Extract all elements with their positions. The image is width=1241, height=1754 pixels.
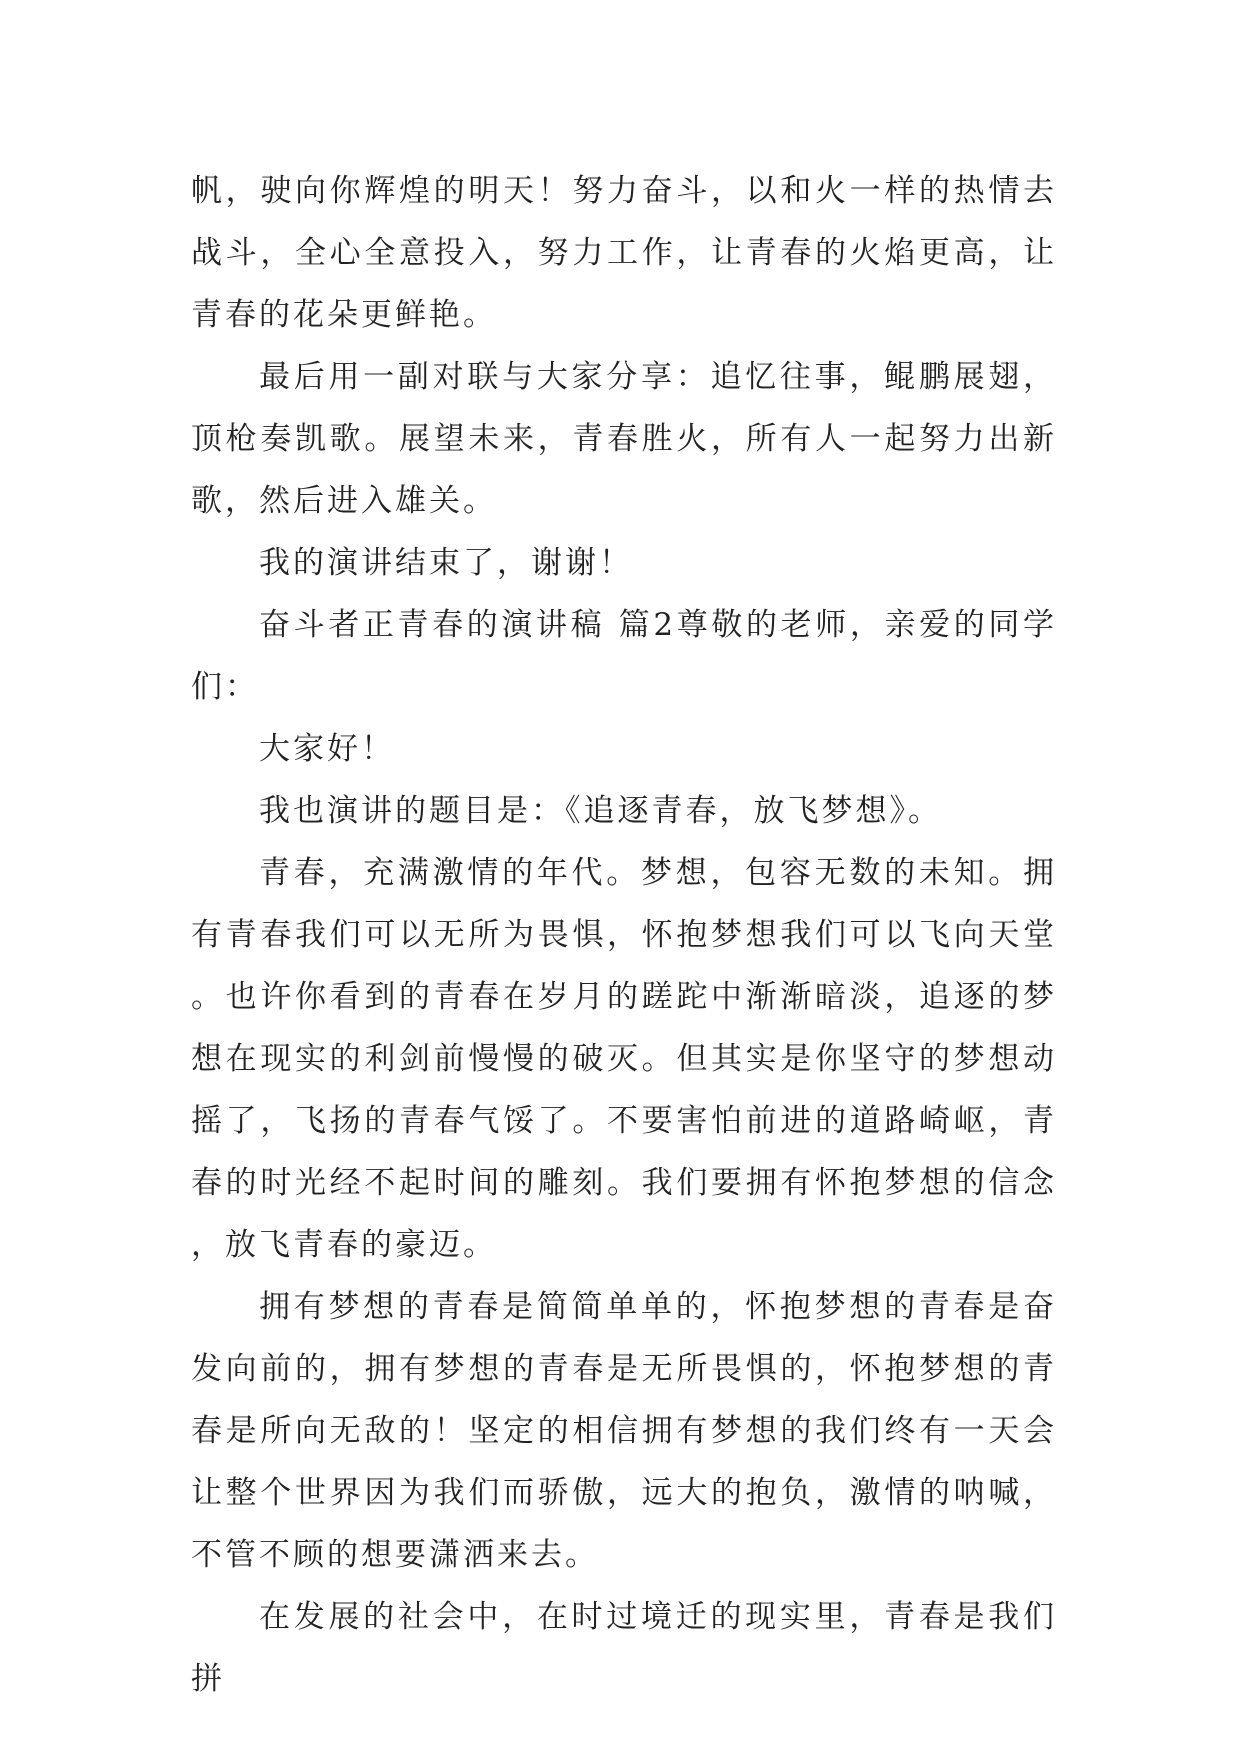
paragraph-closing: 我的演讲结束了，谢谢！: [259, 545, 633, 581]
paragraph-greeting: 大家好！: [259, 731, 395, 767]
paragraph-couplet: 最后用一副对联与大家分享：追忆往事，鲲鹏展翅，顶枪奏凯歌。展望未来，青春胜火，所有人一起努力出新歌，然后进入雄关。: [191, 359, 1057, 519]
paragraph-topic: 我也演讲的题目是：《追逐青春，放飞梦想》。: [259, 793, 942, 829]
paragraph-continued: 帆，驶向你辉煌的明天！努力奋斗，以和火一样的热情去战斗，全心全意投入，努力工作，让青春的火焰更高，让青春的花朵更鲜艳。: [191, 173, 1057, 333]
paragraph-speech-2-heading: 奋斗者正青春的演讲稿 篇2尊敬的老师，亲爱的同学们：: [191, 607, 1057, 705]
document-body: [191, 160, 1057, 1710]
paragraph-dream-youth: 拥有梦想的青春是简简单单的，怀抱梦想的青春是奋发向前的，拥有梦想的青春是无所畏惧的，怀抱梦想的青春是所向无敌的！坚定的相信拥有梦想的我们终有一天会让整个世界因为我们而骄傲，远大的抱负，激情的呐喊，不管不顾的想要潇洒来去。: [191, 1289, 1057, 1573]
paragraph-youth-dreams: 青春，充满激情的年代。梦想，包容无数的未知。拥有青春我们可以无所为畏惧，怀抱梦想我们可以飞向天堂。也许你看到的青春在岁月的蹉跎中渐渐暗淡，追逐的梦想在现实的利剑前慢慢的破灭。但其实是你坚守的梦想动摇了，飞扬的青春气馁了。不要害怕前进的道路崎岖，青春的时光经不起时间的雕刻。我们要拥有怀抱梦想的信念，放飞青春的豪迈。: [191, 855, 1057, 1263]
paragraph-society: 在发展的社会中，在时过境迁的现实里，青春是我们拼: [191, 1599, 1057, 1697]
